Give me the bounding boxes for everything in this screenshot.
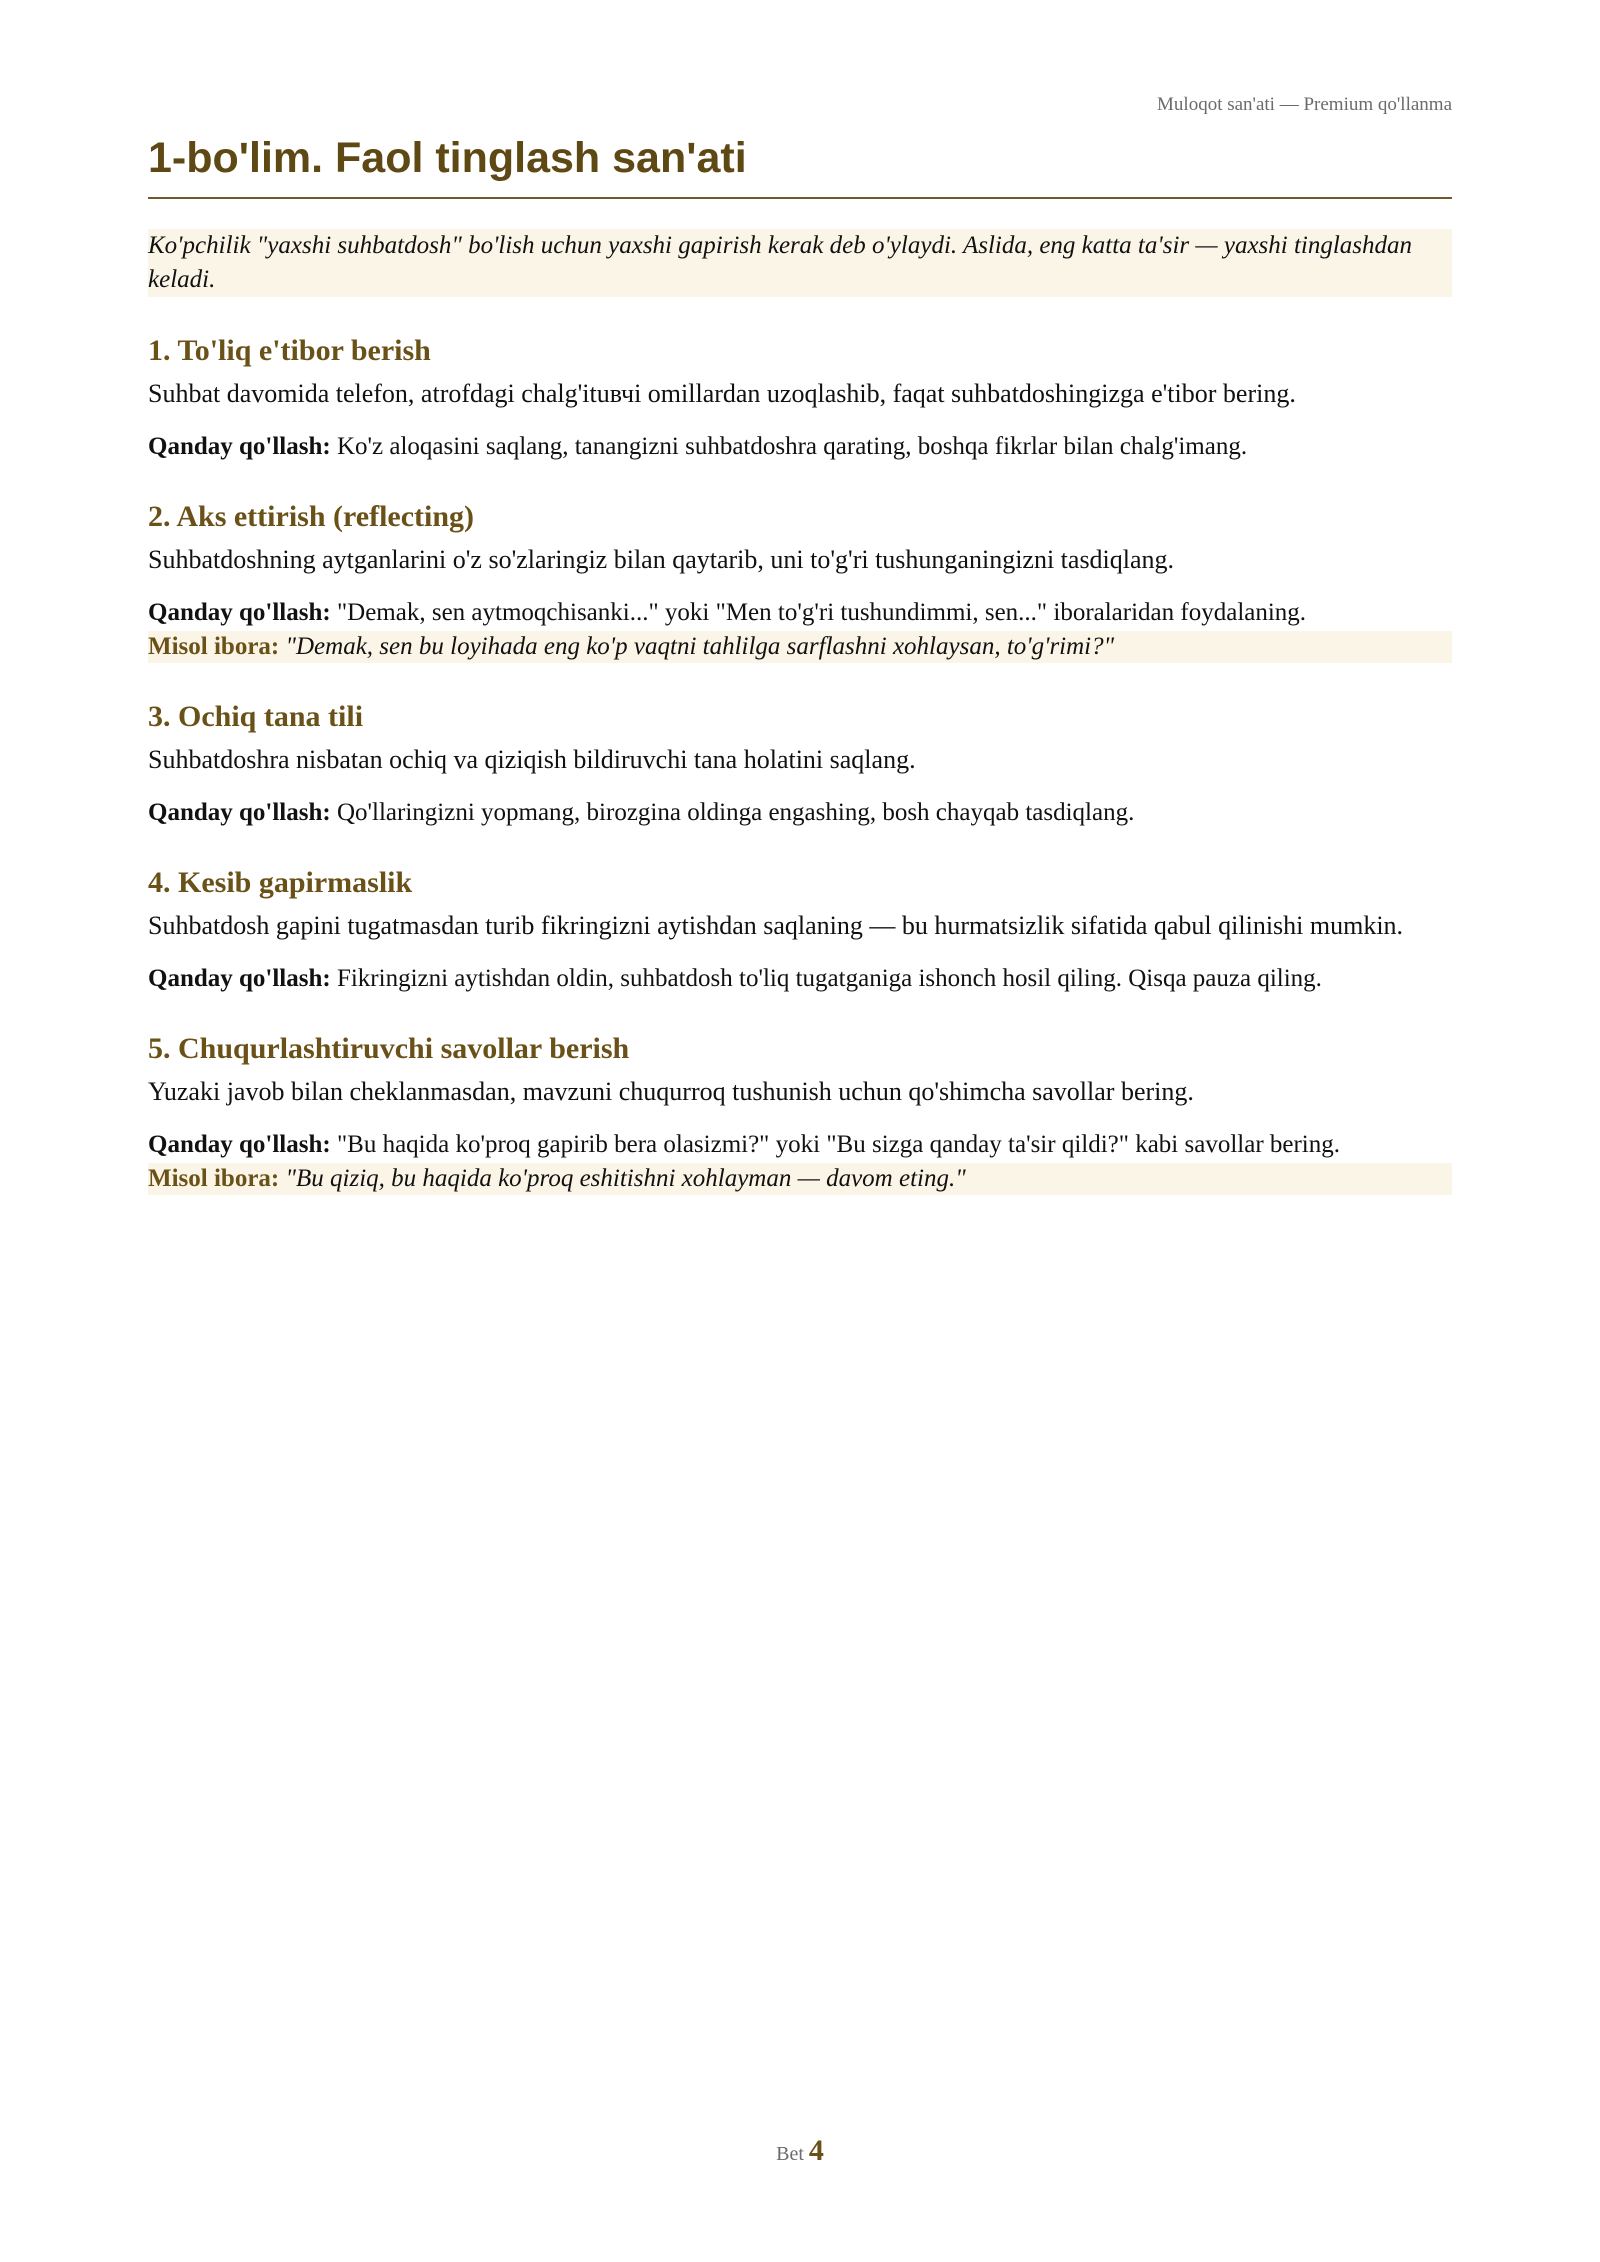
section-body: Suhbat davomida telefon, atrofdagi chalg'ituвчi omillardan uzoqlashib, faqat suhbatdoshingizga e'tibor bering. bbox=[148, 379, 1296, 409]
page-number: 4 bbox=[808, 2134, 824, 2167]
page-label: Bet bbox=[776, 2143, 804, 2165]
section-title: 4. Kesib gapirmaslik bbox=[148, 866, 413, 900]
howto-paragraph bbox=[148, 963, 1452, 995]
section-title: 5. Chuqurlashtiruvchi savollar berish bbox=[148, 1032, 630, 1066]
section-body: Suhbatdoshning aytganlarini o'z so'zlaringiz bilan qaytarib, uni to'g'ri tushunganingizni tasdiqlang. bbox=[148, 545, 1175, 575]
example-text: "Bu qiziq, bu haqida ko'proq eshitishni xohlayman — davom eting." bbox=[279, 1165, 966, 1193]
howto-text: Qo'llaringizni yopmang, birozgina oldinga engashing, bosh chayqab tasdiqlang. bbox=[330, 799, 1135, 827]
section-deep-questions bbox=[148, 1031, 1452, 1195]
howto-text: "Demak, sen aytmoqchisanki..." yoki "Men to'g'ri tushundimmi, sen..." iboralaridan foydalaning. bbox=[330, 599, 1307, 627]
page-content bbox=[148, 128, 1452, 1195]
example-label: Misol ibora: bbox=[148, 633, 280, 661]
section-reflecting bbox=[148, 499, 1452, 663]
howto-label: Qanday qo'llash: bbox=[148, 433, 331, 461]
example-phrase bbox=[148, 631, 1452, 663]
section-title: 3. Ochiq tana tili bbox=[148, 700, 364, 734]
chapter-intro: Ko'pchilik "yaxshi suhbatdosh" bo'lish uchun yaxshi gapirish kerak deb o'ylaydi. Aslida, eng katta ta'sir — yaxshi tinglashdan keladi. bbox=[148, 229, 1452, 297]
example-text: "Demak, sen bu loyihada eng ko'p vaqtni tahlilga sarflashni xohlaysan, to'g'rimi?" bbox=[279, 633, 1115, 661]
howto-paragraph bbox=[148, 597, 1452, 629]
section-no-interrupting bbox=[148, 865, 1452, 995]
section-title: 1. To'liq e'tibor berish bbox=[148, 334, 431, 368]
page-footer bbox=[0, 2134, 1600, 2168]
example-label: Misol ibora: bbox=[148, 1165, 280, 1193]
howto-text: Ko'z aloqasini saqlang, tanangizni suhbatdoshra qarating, boshqa fikrlar bilan chalg'imang. bbox=[330, 433, 1248, 461]
section-title: 2. Aks ettirish (reflecting) bbox=[148, 500, 475, 534]
howto-paragraph bbox=[148, 797, 1452, 829]
howto-label: Qanday qo'llash: bbox=[148, 799, 331, 827]
section-body: Suhbatdosh gapini tugatmasdan turib fikringizni aytishdan saqlaning — bu hurmatsizlik sifatida qabul qilinishi mumkin. bbox=[148, 911, 1404, 941]
howto-text: Fikringizni aytishdan oldin, suhbatdosh to'liq tugatganiga ishonch hosil qiling. Qisqa pauza qiling. bbox=[330, 965, 1322, 993]
howto-paragraph bbox=[148, 1129, 1452, 1161]
howto-paragraph bbox=[148, 431, 1452, 463]
section-full-attention bbox=[148, 333, 1452, 463]
section-body: Yuzaki javob bilan cheklanmasdan, mavzuni chuqurroq tushunish uchun qo'shimcha savollar bering. bbox=[148, 1077, 1194, 1107]
howto-label: Qanday qo'llash: bbox=[148, 599, 331, 627]
example-phrase bbox=[148, 1163, 1452, 1195]
running-header: Muloqot san'ati — Premium qo'llanma bbox=[1157, 94, 1452, 115]
section-open-body-language bbox=[148, 699, 1452, 829]
chapter-title: 1-bo'lim. Faol tinglash san'ati bbox=[148, 128, 1452, 199]
howto-label: Qanday qo'llash: bbox=[148, 965, 331, 993]
howto-label: Qanday qo'llash: bbox=[148, 1131, 331, 1159]
howto-text: "Bu haqida ko'proq gapirib bera olasizmi?" yoki "Bu sizga qanday ta'sir qildi?" kabi savollar bering. bbox=[330, 1131, 1341, 1159]
section-body: Suhbatdoshra nisbatan ochiq va qiziqish bildiruvchi tana holatini saqlang. bbox=[148, 745, 916, 775]
